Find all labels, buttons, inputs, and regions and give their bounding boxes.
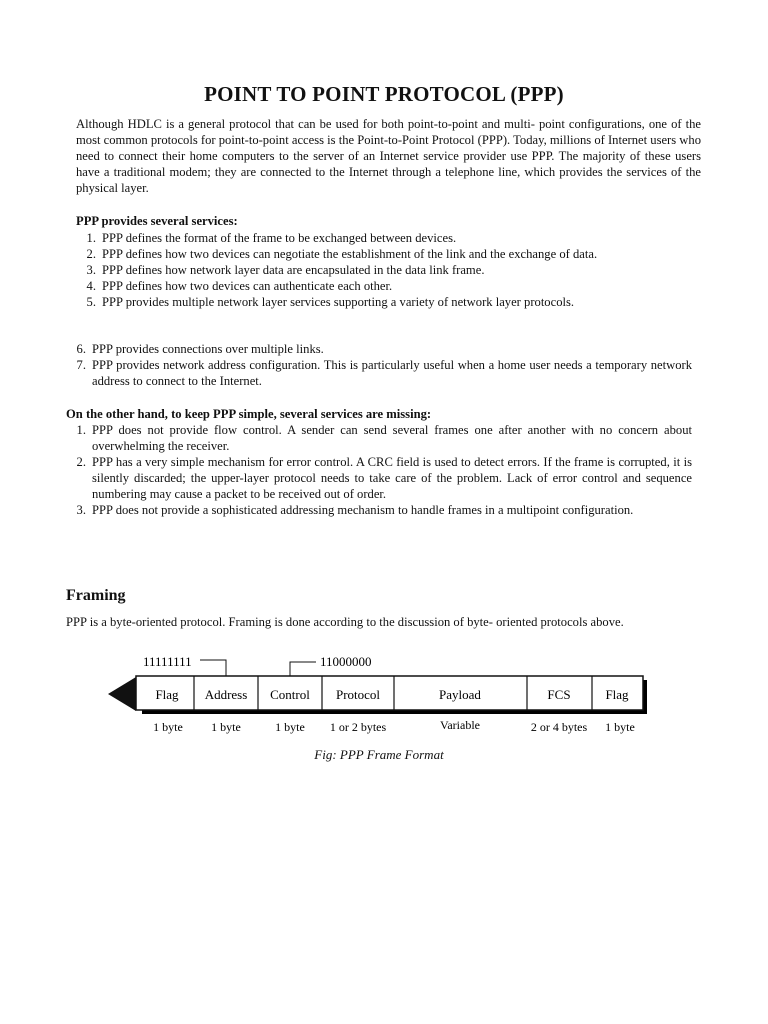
services-heading: PPP provides several services:: [76, 214, 238, 228]
list-item: [66, 502, 692, 518]
field-label-control: Control: [270, 687, 310, 702]
list-text: PPP does not provide a sophisticated addressing mechanism to handle frames in a multipoint configuration.: [92, 503, 634, 517]
list-text: PPP provides connections over multiple links.: [92, 342, 324, 356]
list-number: 3.: [76, 503, 86, 517]
list-number: 1.: [86, 231, 96, 245]
list-number: 7.: [76, 358, 86, 372]
field-label-protocol: Protocol: [335, 687, 381, 702]
figure-caption: Fig: PPP Frame Format: [314, 747, 444, 762]
page-title: POINT TO POINT PROTOCOL (PPP): [204, 82, 564, 106]
field-label-flag: Flag: [155, 687, 179, 702]
control-value-label: 11000000: [320, 654, 372, 669]
list-text: PPP defines the format of the frame to be exchanged between devices.: [102, 231, 457, 245]
list-number: 6.: [76, 342, 86, 356]
services-list-continued: [66, 341, 692, 389]
list-item: [66, 422, 692, 454]
list-item: [66, 357, 692, 389]
address-value-label: 11111111: [143, 654, 192, 669]
list-item: [76, 246, 701, 262]
field-size-payload: Variable: [440, 718, 480, 732]
address-callout-line: [200, 660, 226, 676]
list-text: PPP has a very simple mechanism for error control. A CRC field is used to detect errors. If the frame is corrupted, it is silently discarded; the upper-layer protocol needs to take care of the problem. Lack of error control and sequence numbering may cause a packet to be received out of order.: [92, 455, 692, 501]
list-text: PPP provides network address configuration. This is particularly useful when a home user needs a temporary network address to connect to the Internet.: [92, 358, 692, 388]
field-label-address: Address: [204, 687, 248, 702]
list-item: [76, 262, 701, 278]
list-text: PPP defines how two devices can negotiate the establishment of the link and the exchange of data.: [102, 247, 598, 261]
list-text: PPP does not provide flow control. A sender can send several frames one after another with no concern about overwhelming the receiver.: [92, 423, 692, 453]
missing-services-heading: On the other hand, to keep PPP simple, several services are missing:: [66, 407, 432, 421]
field-label-fcs: FCS: [547, 687, 571, 702]
list-number: 1.: [76, 423, 86, 437]
list-number: 2.: [86, 247, 96, 261]
services-list: [76, 230, 701, 310]
list-text: PPP defines how two devices can authenticate each other.: [102, 279, 393, 293]
list-number: 3.: [86, 263, 96, 277]
framing-heading: Framing: [66, 587, 126, 604]
list-item: [76, 294, 701, 310]
field-label-flag-end: Flag: [605, 687, 629, 702]
list-item: [76, 230, 701, 246]
ppp-frame-diagram: [0, 640, 768, 745]
list-number: 5.: [86, 295, 96, 309]
list-item: [66, 341, 692, 357]
missing-services-list: [66, 422, 692, 518]
field-size-control: 1 byte: [275, 720, 305, 734]
list-number: 2.: [76, 455, 86, 469]
list-text: PPP provides multiple network layer services supporting a variety of network layer protocols.: [102, 295, 575, 309]
list-item: [66, 454, 692, 502]
list-text: PPP defines how network layer data are encapsulated in the data link frame.: [102, 263, 485, 277]
list-item: [76, 278, 701, 294]
field-size-address: 1 byte: [211, 720, 241, 734]
field-size-flag: 1 byte: [153, 720, 183, 734]
arrow-head: [108, 677, 136, 711]
field-label-payload: Payload: [439, 687, 481, 702]
field-size-flag-end: 1 byte: [605, 720, 635, 734]
list-number: 4.: [86, 279, 96, 293]
control-callout-line: [290, 662, 316, 676]
field-size-fcs: 2 or 4 bytes: [530, 720, 588, 734]
field-size-protocol: 1 or 2 bytes: [329, 720, 387, 734]
framing-paragraph: PPP is a byte-oriented protocol. Framing is done according to the discussion of byte- oriented protocols above.: [66, 615, 624, 629]
intro-paragraph: Although HDLC is a general protocol that can be used for both point-to-point and multi- point configurations, one of the most common protocols for point-to-point access is the Point-to-Point Protocol (PPP). Today, millions of Internet users who need to connect their home computers to the server of an Internet service provider use PPP. The majority of these users have a traditional modem; they are connected to the Internet through a telephone line, which provides the services of the physical layer.: [76, 117, 701, 195]
